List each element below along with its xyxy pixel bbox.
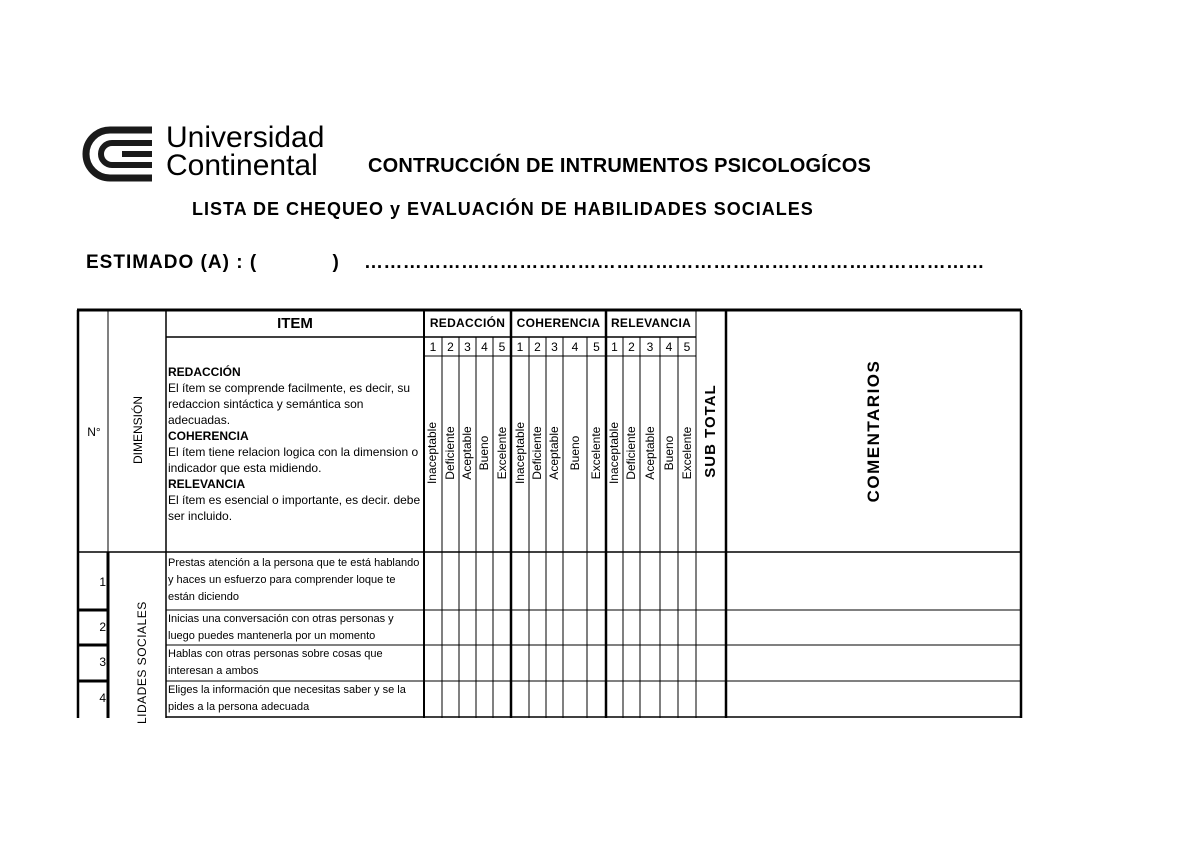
col-number-header: N° <box>87 425 101 439</box>
scale-label: Excelente <box>495 426 509 480</box>
criteria-relevancia-text: El ítem es esencial o importante, es decir. debe ser incluido. <box>168 493 421 523</box>
dimension-value: LIDADES SOCIALES <box>135 601 149 724</box>
scale-label: Deficiente <box>624 426 638 480</box>
row-item-text: Prestas atención a la persona que te está hablando y haces un esfuerzo para comprender loque te están diciendo <box>168 557 420 603</box>
scale-number: 1 <box>611 340 618 354</box>
logo-line-1: Universidad <box>166 121 325 154</box>
scale-label: Inaceptable <box>425 421 439 485</box>
scale-number: 4 <box>665 340 673 354</box>
criteria-relevancia-title: RELEVANCIA <box>168 477 246 491</box>
criteria-coherencia-title: COHERENCIA <box>168 429 249 443</box>
scale-label: Aceptable <box>547 426 561 480</box>
col-subtotal-header: SUB TOTAL <box>702 384 719 478</box>
scale-label: Aceptable <box>460 426 474 480</box>
scale-number: 4 <box>571 340 579 354</box>
row-number: 4 <box>99 691 106 705</box>
group-coherencia: COHERENCIA <box>516 316 601 330</box>
scale-number: 3 <box>551 340 558 354</box>
scale-label: Bueno <box>568 435 582 471</box>
scale-number: 5 <box>683 340 691 354</box>
scale-label: Bueno <box>662 435 676 471</box>
scale-number: 2 <box>447 340 454 354</box>
scale-label: Inaceptable <box>513 421 527 485</box>
scale-number: 5 <box>593 340 600 354</box>
scale-number: 3 <box>646 340 654 354</box>
scale-label: Deficiente <box>443 426 457 480</box>
row-number: 2 <box>99 620 106 634</box>
scale-number: 4 <box>481 340 488 354</box>
scale-number: 2 <box>628 340 635 354</box>
scale-number: 2 <box>534 340 541 354</box>
estimado-label: ESTIMADO (A) : ( ) <box>86 252 340 273</box>
scale-label: Bueno <box>477 435 491 471</box>
page-title: CONTRUCCIÓN DE INTRUMENTOS PSICOLOGÍCOS <box>368 155 872 177</box>
scale-number: 1 <box>429 340 437 354</box>
estimado-dots: …………………………………………………………………………………… <box>364 252 985 273</box>
logo-line-2: Continental <box>166 149 318 182</box>
group-redaccion: REDACCIÓN <box>429 316 506 330</box>
col-item-header: ITEM <box>277 315 313 332</box>
scale-number: 1 <box>516 340 524 354</box>
scale-label: Inaceptable <box>607 421 621 485</box>
row-item-text: Eliges la información que necesitas saber y se la pides a la persona adecuada <box>168 684 406 713</box>
row-number: 1 <box>99 575 106 589</box>
row-number: 3 <box>99 655 106 669</box>
row-item-text: Hablas con otras personas sobre cosas que interesan a ambos <box>168 648 383 677</box>
page-subtitle: LISTA DE CHEQUEO y EVALUACIÓN DE HABILIDADES SOCIALES <box>192 199 814 219</box>
scale-label: Deficiente <box>530 426 544 480</box>
col-dimension-header: DIMENSIÓN <box>131 396 145 465</box>
col-comments-header: COMENTARIOS <box>864 359 883 503</box>
scale-number: 3 <box>464 340 471 354</box>
criteria-coherencia-text: El ítem tiene relacion logica con la dimension o indicador que esta midiendo. <box>168 445 419 475</box>
scale-label: Excelente <box>589 426 603 480</box>
row-item-text: Inicias una conversación con otras personas y luego puedes mantenerla por un momento <box>168 613 394 642</box>
criteria-redaccion-text: El ítem se comprende facilmente, es decir, su redaccion sintáctica y semántica son adecuadas. <box>168 381 411 427</box>
criteria-description <box>168 364 424 524</box>
scale-label: Excelente <box>680 426 694 480</box>
scale-number: 5 <box>498 340 506 354</box>
scale-label: Aceptable <box>643 426 657 480</box>
criteria-redaccion-title: REDACCIÓN <box>168 365 241 379</box>
group-relevancia: RELEVANCIA <box>610 316 692 330</box>
